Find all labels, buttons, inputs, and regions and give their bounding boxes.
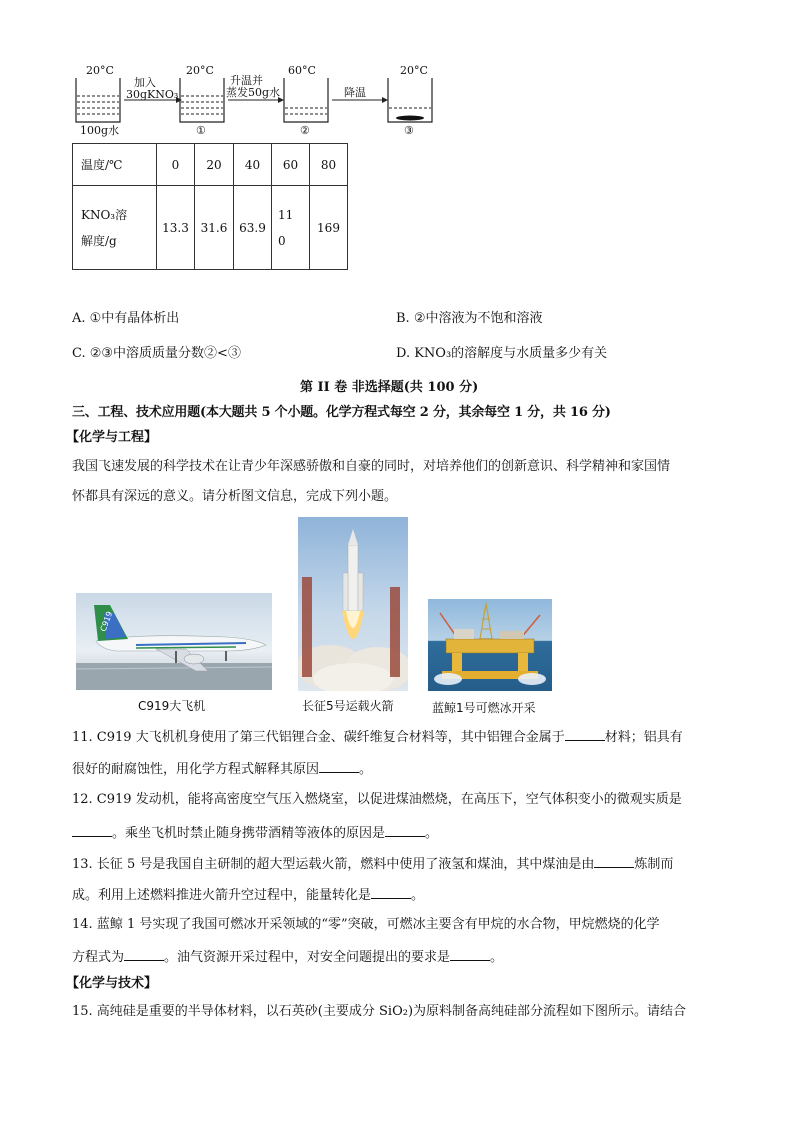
arrow-1-label-2: 蒸发50g水 xyxy=(226,86,281,99)
plane-tail-text: C919 xyxy=(98,610,115,633)
beaker-0-below: 100g水 xyxy=(80,124,120,137)
table-cell: 31.6 xyxy=(195,186,234,270)
intro-line-2: 怀都具有深远的意义。请分析图文信息，完成下列小题。 xyxy=(72,489,398,504)
answer-blank xyxy=(371,886,411,899)
q14-text-1: 14. 蓝鲸 1 号实现了我国可燃冰开采领域的“零”突破，可燃冰主要含有甲烷的水合物，甲烷燃烧的化学 xyxy=(72,917,660,932)
rig-drawing xyxy=(428,599,552,691)
q11-text-1b: 材料；铝具有 xyxy=(604,730,683,745)
answer-blank xyxy=(72,824,112,837)
beaker-1-temp: 20°C xyxy=(186,64,214,77)
beaker-3-temp: 20°C xyxy=(400,64,428,77)
question-12-line-1 xyxy=(72,792,682,808)
table-cell: 0 xyxy=(157,144,195,186)
q12-text-1: 12. C919 发动机，能将高密度空气压入燃烧室，以促进煤油燃烧，在高压下，空气体积变小的微观实质是 xyxy=(72,792,682,807)
beaker-2-temp: 60°C xyxy=(288,64,316,77)
blue-whale-1-rig-image xyxy=(428,599,552,691)
beaker-3 xyxy=(388,78,432,122)
rocket-caption: 长征5号运载火箭 xyxy=(302,699,394,713)
plane-caption: C919大飞机 xyxy=(138,699,206,713)
solubility-header xyxy=(73,186,157,270)
table-cell: 40 xyxy=(234,144,272,186)
temp-header: 温度/℃ xyxy=(73,144,157,186)
solubility-110-line1: 11 xyxy=(278,207,294,222)
c919-plane-image xyxy=(76,593,272,690)
option-c: C. ②③中溶质质量分数②<③ xyxy=(72,346,241,361)
rocket-drawing xyxy=(298,517,408,691)
q11-text-2b: 。 xyxy=(359,762,373,777)
answer-blank xyxy=(565,728,605,741)
table-cell: 60 xyxy=(272,144,310,186)
arrow-0-label-1: 加入 xyxy=(134,76,156,89)
table-cell: 20 xyxy=(195,144,234,186)
q11-text-2a: 很好的耐腐蚀性，用化学方程式解释其原因 xyxy=(72,762,320,777)
beaker-0 xyxy=(76,78,120,122)
intro-line-1: 我国飞速发展的科学技术在让青少年深感骄傲和自豪的同时，对培养他们的创新意识、科学精神和家国情 xyxy=(72,459,671,474)
question-11-line-1 xyxy=(72,728,683,746)
q15-text-1: 15. 高纯硅是重要的半导体材料，以石英砂(主要成分 SiO₂)为原料制备高纯硅部分流程如下图所示。请结合 xyxy=(72,1004,687,1019)
question-12-line-2 xyxy=(72,824,438,842)
solubility-header-line1: KNO₃溶 xyxy=(81,207,128,222)
question-13-line-1 xyxy=(72,855,673,873)
plane-drawing xyxy=(76,593,272,690)
beaker-3-below: ③ xyxy=(404,124,414,137)
table-row xyxy=(73,186,348,270)
arrow-0-label-2: 30gKNO₃ xyxy=(126,88,179,101)
section-heading: 三、工程、技术应用题(本大题共 5 个小题。化学方程式每空 2 分，其余每空 1 分，共 16 分) xyxy=(72,405,611,420)
q12-text-2a: 。乘坐飞机时禁止随身携带酒精等液体的原因是 xyxy=(112,826,386,841)
subsection-technology: 【化学与技术】 xyxy=(66,976,158,991)
table-cell: 169 xyxy=(310,186,348,270)
answer-blank xyxy=(594,855,634,868)
question-14-line-1 xyxy=(72,917,660,933)
solubility-table xyxy=(72,143,348,270)
q13-text-2b: 。 xyxy=(411,888,425,903)
beaker-2-below: ② xyxy=(300,124,310,137)
subsection-engineering: 【化学与工程】 xyxy=(66,430,158,445)
dissolution-diagram xyxy=(60,58,450,140)
section-title: 第 II 卷 非选择题(共 100 分) xyxy=(300,380,479,395)
option-a: A. ①中有晶体析出 xyxy=(72,311,180,326)
beaker-1 xyxy=(180,78,224,122)
question-15-line-1 xyxy=(72,1004,686,1020)
solubility-110-line2: 0 xyxy=(278,233,286,248)
table-cell: 80 xyxy=(310,144,348,186)
q14-text-2c: 。 xyxy=(490,950,504,965)
answer-blank xyxy=(450,948,490,961)
answer-blank xyxy=(319,760,359,773)
q11-text-1a: 11. C919 大飞机机身使用了第三代铝锂合金、碳纤维复合材料等，其中铝锂合金属于 xyxy=(72,730,565,745)
q14-text-2b: 。油气资源开采过程中，对安全问题提出的要求是 xyxy=(164,950,451,965)
table-cell: 13.3 xyxy=(157,186,195,270)
question-14-line-2 xyxy=(72,948,503,966)
q13-text-1b: 炼制而 xyxy=(634,857,674,872)
beaker-2 xyxy=(284,78,328,122)
question-13-line-2 xyxy=(72,886,424,904)
q14-text-2a: 方程式为 xyxy=(72,950,125,965)
answer-blank xyxy=(124,948,164,961)
arrow-2-label-1: 降温 xyxy=(344,86,366,99)
table-cell: 63.9 xyxy=(234,186,272,270)
table-row xyxy=(73,144,348,186)
answer-blank xyxy=(385,824,425,837)
q13-text-2a: 成。利用上述燃料推进火箭升空过程中，能量转化是 xyxy=(72,888,372,903)
beaker-0-temp: 20°C xyxy=(86,64,114,77)
option-d: D. KNO₃的溶解度与水质量多少有关 xyxy=(396,346,608,361)
question-11-line-2 xyxy=(72,760,372,778)
q13-text-1a: 13. 长征 5 号是我国自主研制的超大型运载火箭，燃料中使用了液氢和煤油，其中煤油是由 xyxy=(72,857,595,872)
solubility-header-line2: 解度/g xyxy=(81,233,117,248)
table-cell xyxy=(272,186,310,270)
long-march-5-rocket-image xyxy=(298,517,408,691)
beaker-1-below: ① xyxy=(196,124,206,137)
arrow-1-label-1: 升温并 xyxy=(230,74,263,87)
q12-text-2b: 。 xyxy=(425,826,439,841)
option-b: B. ②中溶液为不饱和溶液 xyxy=(396,311,543,326)
rig-caption: 蓝鲸1号可燃冰开采 xyxy=(432,701,536,715)
